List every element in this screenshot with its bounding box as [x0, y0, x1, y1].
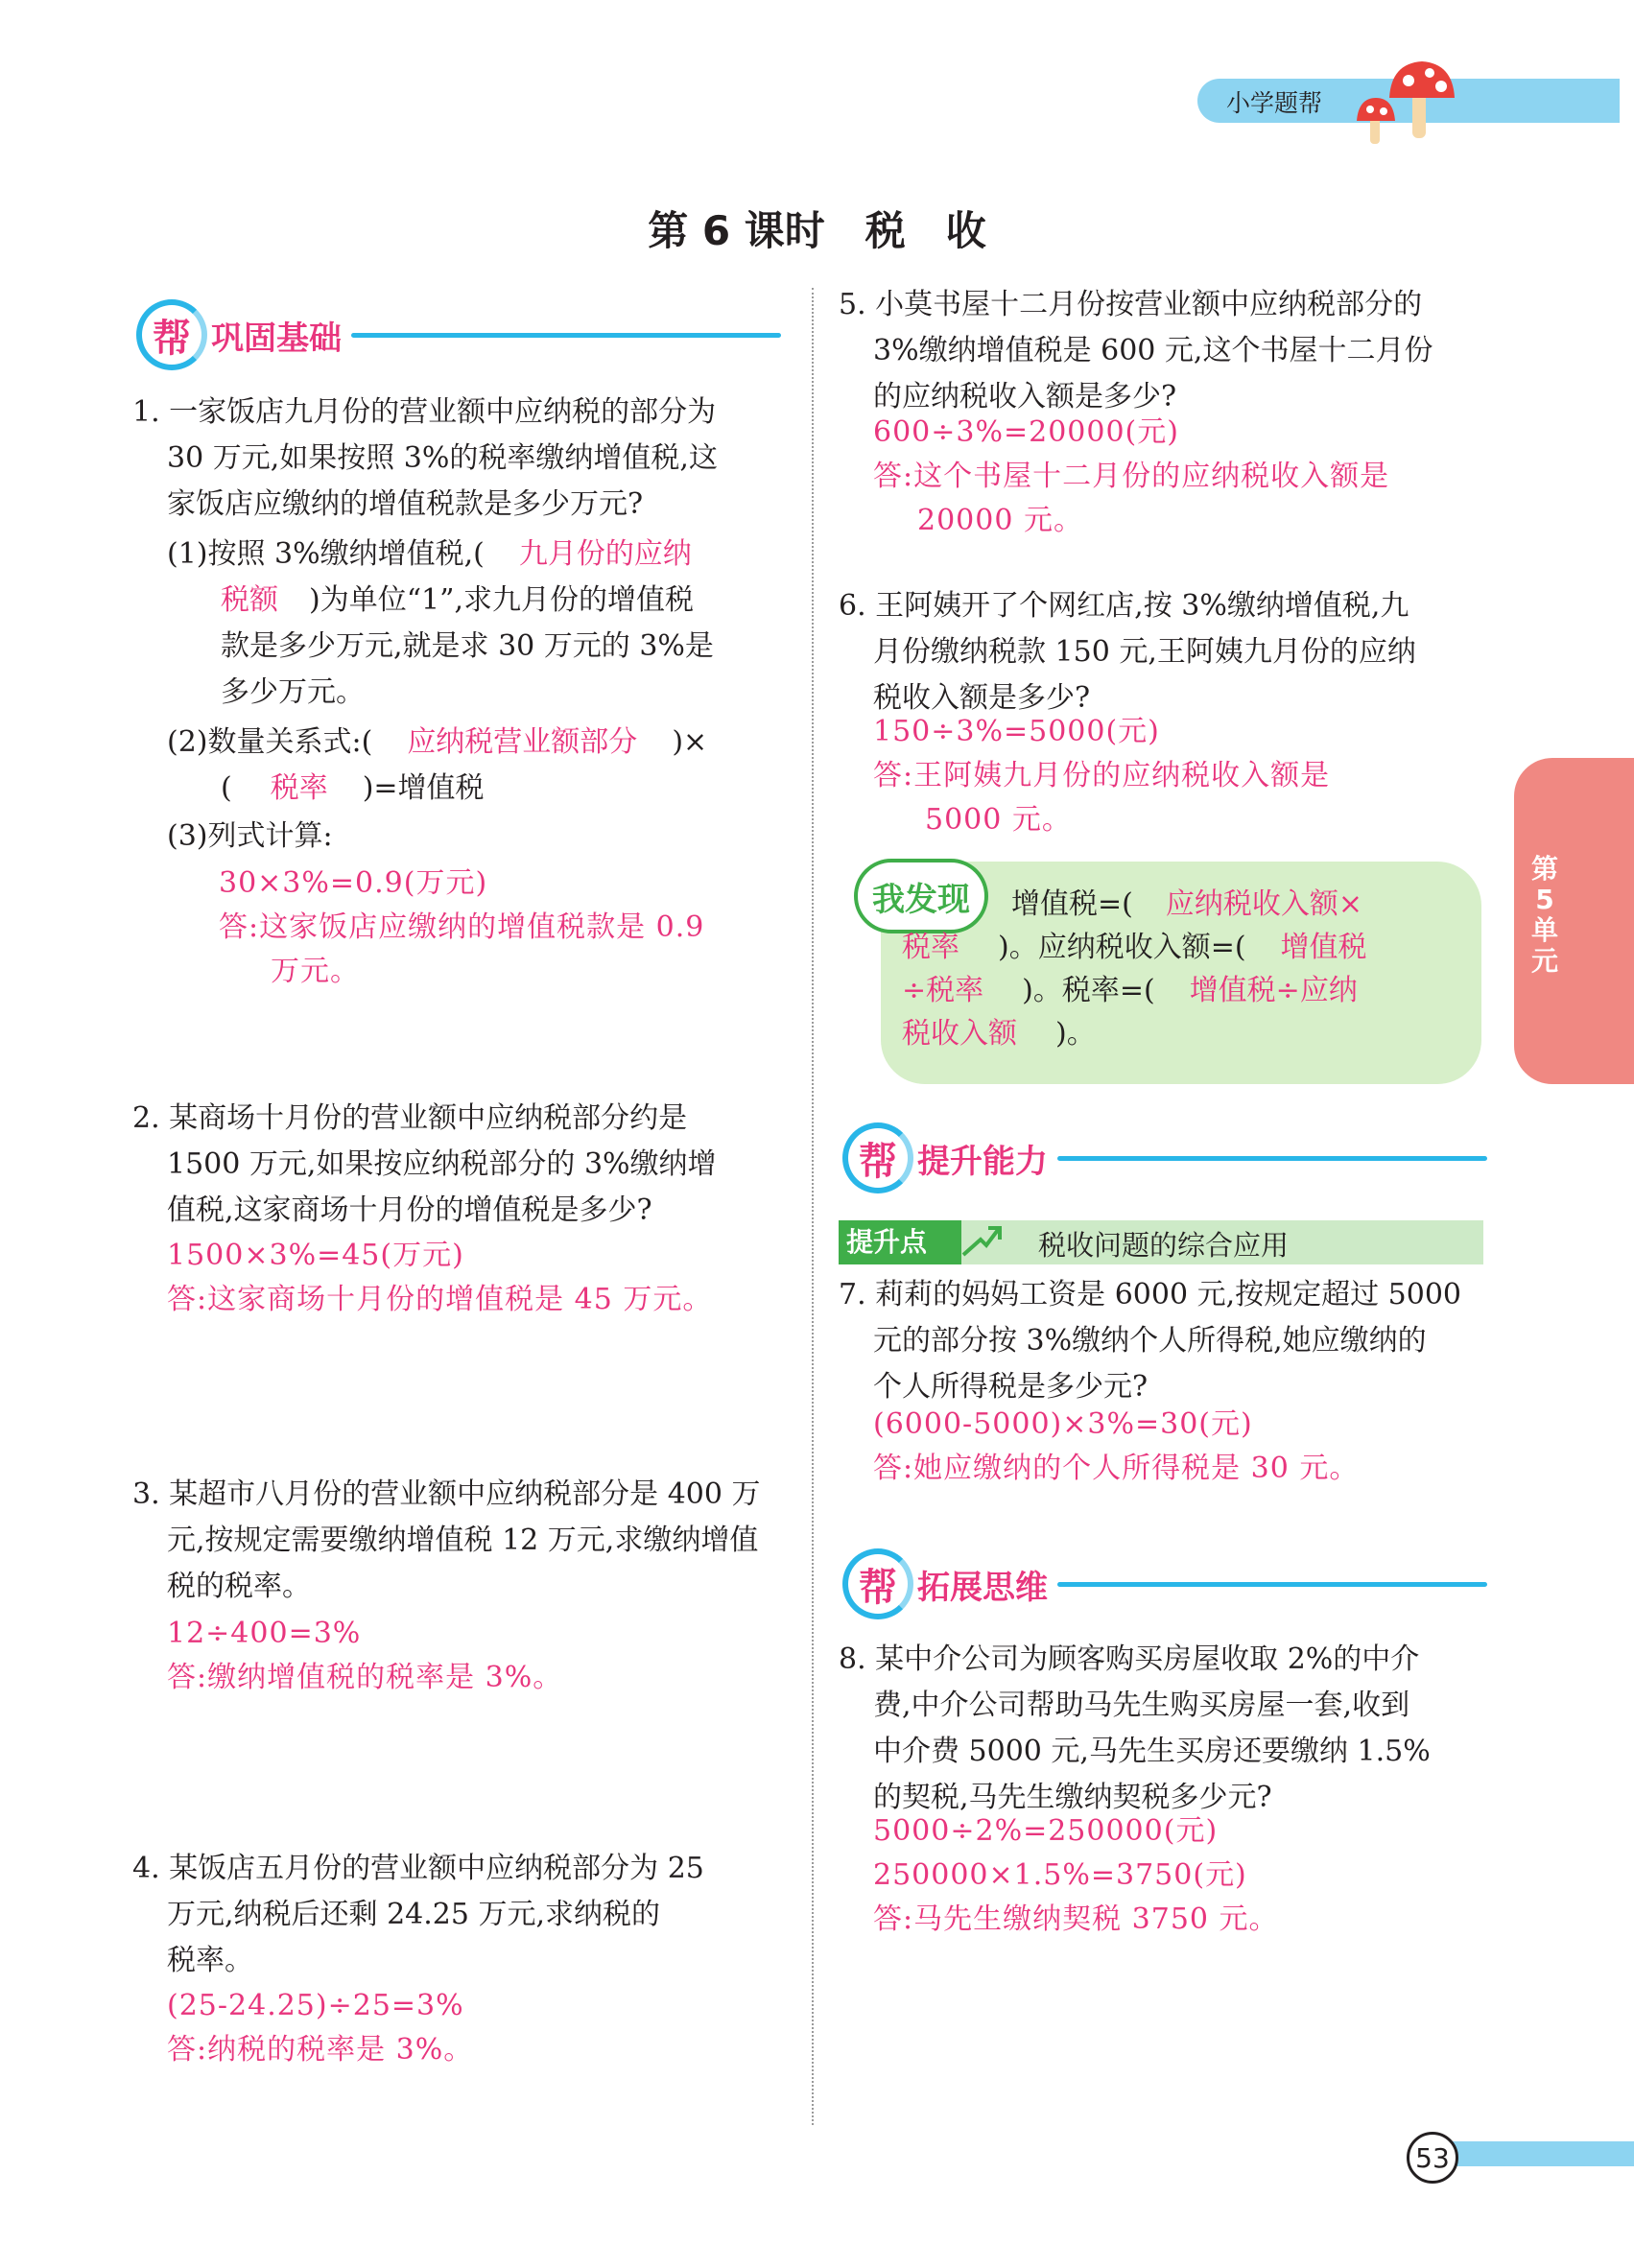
column-divider — [812, 288, 814, 2125]
sub2-text-d: )=增值税 — [362, 771, 485, 805]
answer-calc: 30×3%=0.9(万元) — [219, 866, 488, 900]
mushroom-icon — [1353, 56, 1458, 152]
discover-badge: 我发现 — [854, 859, 988, 933]
discover-text: )。税率=( — [1022, 974, 1155, 1007]
question-1-sub-2 — [167, 720, 791, 812]
question-8 — [839, 1637, 1501, 1821]
sub2-blank-2: 税率 — [270, 771, 328, 805]
discover-content — [902, 883, 1478, 1055]
question-7-line: 个人所得税是多少元? — [873, 1370, 1149, 1404]
section-expand-header — [842, 1548, 1487, 1619]
answer-calc: 12÷400=3% — [167, 1617, 362, 1650]
question-4 — [132, 1846, 794, 1984]
question-1 — [132, 390, 794, 528]
question-8-answer — [873, 1809, 1497, 1942]
discover-text: )。应纳税收入额=( — [998, 931, 1246, 964]
answer-calc: 150÷3%=5000(元) — [873, 715, 1160, 748]
section-underline — [351, 333, 781, 338]
tishengdian-tag: 提升点 — [839, 1220, 961, 1264]
answer-text: 答:王阿姨九月份的应纳税收入额是 — [873, 759, 1331, 792]
question-8-line: 的契税,马先生缴纳契税多少元? — [873, 1781, 1272, 1814]
sub2-text-b: )× — [672, 725, 708, 759]
question-8-line: 8. 某中介公司为顾客购买房屋收取 2%的中介 — [839, 1642, 1420, 1676]
question-1-sub-3: (3)列式计算: — [167, 819, 333, 853]
question-7-answer — [873, 1403, 1497, 1491]
question-7-line: 7. 莉莉的妈妈工资是 6000 元,按规定超过 5000 — [839, 1278, 1461, 1311]
sub2-blank-1: 应纳税营业额部分 — [407, 725, 638, 759]
question-1-line: 1. 一家饭店九月份的营业额中应纳税的部分为 — [132, 395, 717, 429]
answer-calc: 1500×3%=45(万元) — [167, 1239, 464, 1272]
discover-blank: 税收入额 — [902, 1017, 1017, 1051]
discover-blank: 应纳税收入额× — [1165, 887, 1362, 921]
sub1-text-d: 多少万元。 — [221, 675, 365, 709]
question-3-line: 3. 某超市八月份的营业额中应纳税部分是 400 万 — [132, 1477, 761, 1511]
answer-text: 万元。 — [271, 955, 360, 988]
question-4-line: 4. 某饭店五月份的营业额中应纳税部分为 25 — [132, 1852, 704, 1885]
question-2-line: 2. 某商场十月份的营业额中应纳税部分约是 — [132, 1101, 688, 1135]
answer-text: 答:纳税的税率是 3%。 — [167, 2033, 474, 2067]
question-7 — [839, 1272, 1501, 1410]
bang-badge: 帮 — [842, 1548, 913, 1619]
question-3-answer — [167, 1612, 791, 1700]
question-2 — [132, 1096, 794, 1234]
bang-badge: 帮 — [842, 1122, 913, 1193]
sub2-text-a: (2)数量关系式:( — [167, 725, 373, 759]
question-8-line: 中介费 5000 元,马先生买房还要缴纳 1.5% — [873, 1735, 1431, 1768]
sub2-text-c: ( — [221, 771, 232, 805]
question-6-answer — [873, 710, 1497, 842]
question-8-line: 费,中介公司帮助马先生购买房屋一套,收到 — [873, 1689, 1410, 1722]
question-6-line: 月份缴纳税款 150 元,王阿姨九月份的应纳 — [873, 635, 1416, 669]
page-number-bar — [1428, 2141, 1634, 2166]
question-4-line: 万元,纳税后还剩 24.25 万元,求纳税的 — [167, 1898, 661, 1931]
answer-text: 答:这个书屋十二月份的应纳税收入额是 — [873, 460, 1390, 493]
question-5-line: 的应纳税收入额是多少? — [873, 380, 1177, 413]
section-underline — [1057, 1156, 1487, 1161]
sub1-text-a: (1)按照 3%缴纳增值税,( — [167, 537, 485, 571]
question-4-line: 税率。 — [167, 1944, 253, 1977]
question-6-line: 税收入额是多少? — [873, 681, 1091, 715]
section-underline — [1057, 1582, 1487, 1587]
question-2-answer — [167, 1234, 791, 1322]
arrow-icon — [959, 1224, 1002, 1261]
header-brand: 小学题帮 — [1226, 89, 1323, 117]
question-1-line: 家饭店应缴纳的增值税款是多少万元? — [167, 487, 644, 521]
question-4-answer — [167, 1984, 791, 2072]
sub1-blank-2: 税额 — [221, 583, 278, 617]
sub1-text-b: )为单位“1”,求九月份的增值税 — [309, 583, 695, 617]
question-2-line: 值税,这家商场十月份的增值税是多少? — [167, 1193, 652, 1227]
question-5-answer — [873, 411, 1497, 543]
section-expand-label: 拓展思维 — [917, 1568, 1048, 1607]
section-improve-label: 提升能力 — [917, 1142, 1048, 1181]
section-basics-label: 巩固基础 — [211, 319, 342, 358]
question-2-line: 1500 万元,如果按应纳税部分的 3%缴纳增 — [167, 1147, 717, 1181]
question-5-line: 5. 小莫书屋十二月份按营业额中应纳税部分的 — [839, 288, 1423, 321]
section-basics-header — [136, 299, 781, 370]
question-5 — [839, 282, 1501, 420]
answer-text: 答:这家商场十月份的增值税是 45 万元。 — [167, 1283, 713, 1316]
sub1-text-c: 款是多少万元,就是求 30 万元的 3%是 — [221, 629, 714, 663]
question-3 — [132, 1472, 794, 1610]
discover-text: 增值税=( — [1011, 887, 1133, 921]
answer-text: 答:马先生缴纳契税 3750 元。 — [873, 1902, 1279, 1936]
discover-blank: 增值税 — [1280, 931, 1367, 964]
answer-text: 5000 元。 — [925, 803, 1072, 837]
answer-calc: (25-24.25)÷25=3% — [167, 1989, 464, 2022]
answer-calc: 600÷3%=20000(元) — [873, 415, 1179, 449]
question-6 — [839, 583, 1501, 721]
page-title: 第 6 课时 税 收 — [648, 207, 986, 254]
question-3-line: 元,按规定需要缴纳增值税 12 万元,求缴纳增值 — [167, 1524, 759, 1557]
answer-calc: 250000×1.5%=3750(元) — [873, 1858, 1247, 1892]
answer-text: 20000 元。 — [917, 504, 1083, 537]
tishengdian-text: 税收问题的综合应用 — [1038, 1229, 1290, 1262]
page-number: 53 — [1407, 2132, 1458, 2184]
answer-calc: (6000-5000)×3%=30(元) — [873, 1407, 1253, 1441]
bang-badge: 帮 — [136, 299, 207, 370]
question-5-line: 3%缴纳增值税是 600 元,这个书屋十二月份 — [873, 334, 1433, 367]
discover-text: )。 — [1055, 1017, 1096, 1051]
question-7-line: 元的部分按 3%缴纳个人所得税,她应缴纳的 — [873, 1324, 1427, 1358]
question-6-line: 6. 王阿姨开了个网红店,按 3%缴纳增值税,九 — [839, 589, 1409, 623]
answer-text: 答:这家饭店应缴纳的增值税款是 0.9 — [219, 910, 705, 944]
question-1-answer — [219, 862, 794, 994]
discover-blank: 增值税÷应纳 — [1189, 974, 1358, 1007]
answer-text: 答:她应缴纳的个人所得税是 30 元。 — [873, 1452, 1360, 1485]
answer-text: 答:缴纳增值税的税率是 3%。 — [167, 1661, 563, 1694]
question-1-line: 30 万元,如果按照 3%的税率缴纳增值税,这 — [167, 441, 718, 475]
section-improve-header — [842, 1122, 1487, 1193]
answer-calc: 5000÷2%=250000(元) — [873, 1814, 1219, 1848]
sub1-blank-1: 九月份的应纳 — [518, 537, 692, 571]
question-1-sub-1 — [167, 532, 791, 716]
discover-blank: ÷税率 — [902, 974, 984, 1007]
discover-blank: 税率 — [902, 931, 959, 964]
question-3-line: 税的税率。 — [167, 1570, 311, 1603]
unit-label: 第5单元 — [1530, 853, 1558, 977]
